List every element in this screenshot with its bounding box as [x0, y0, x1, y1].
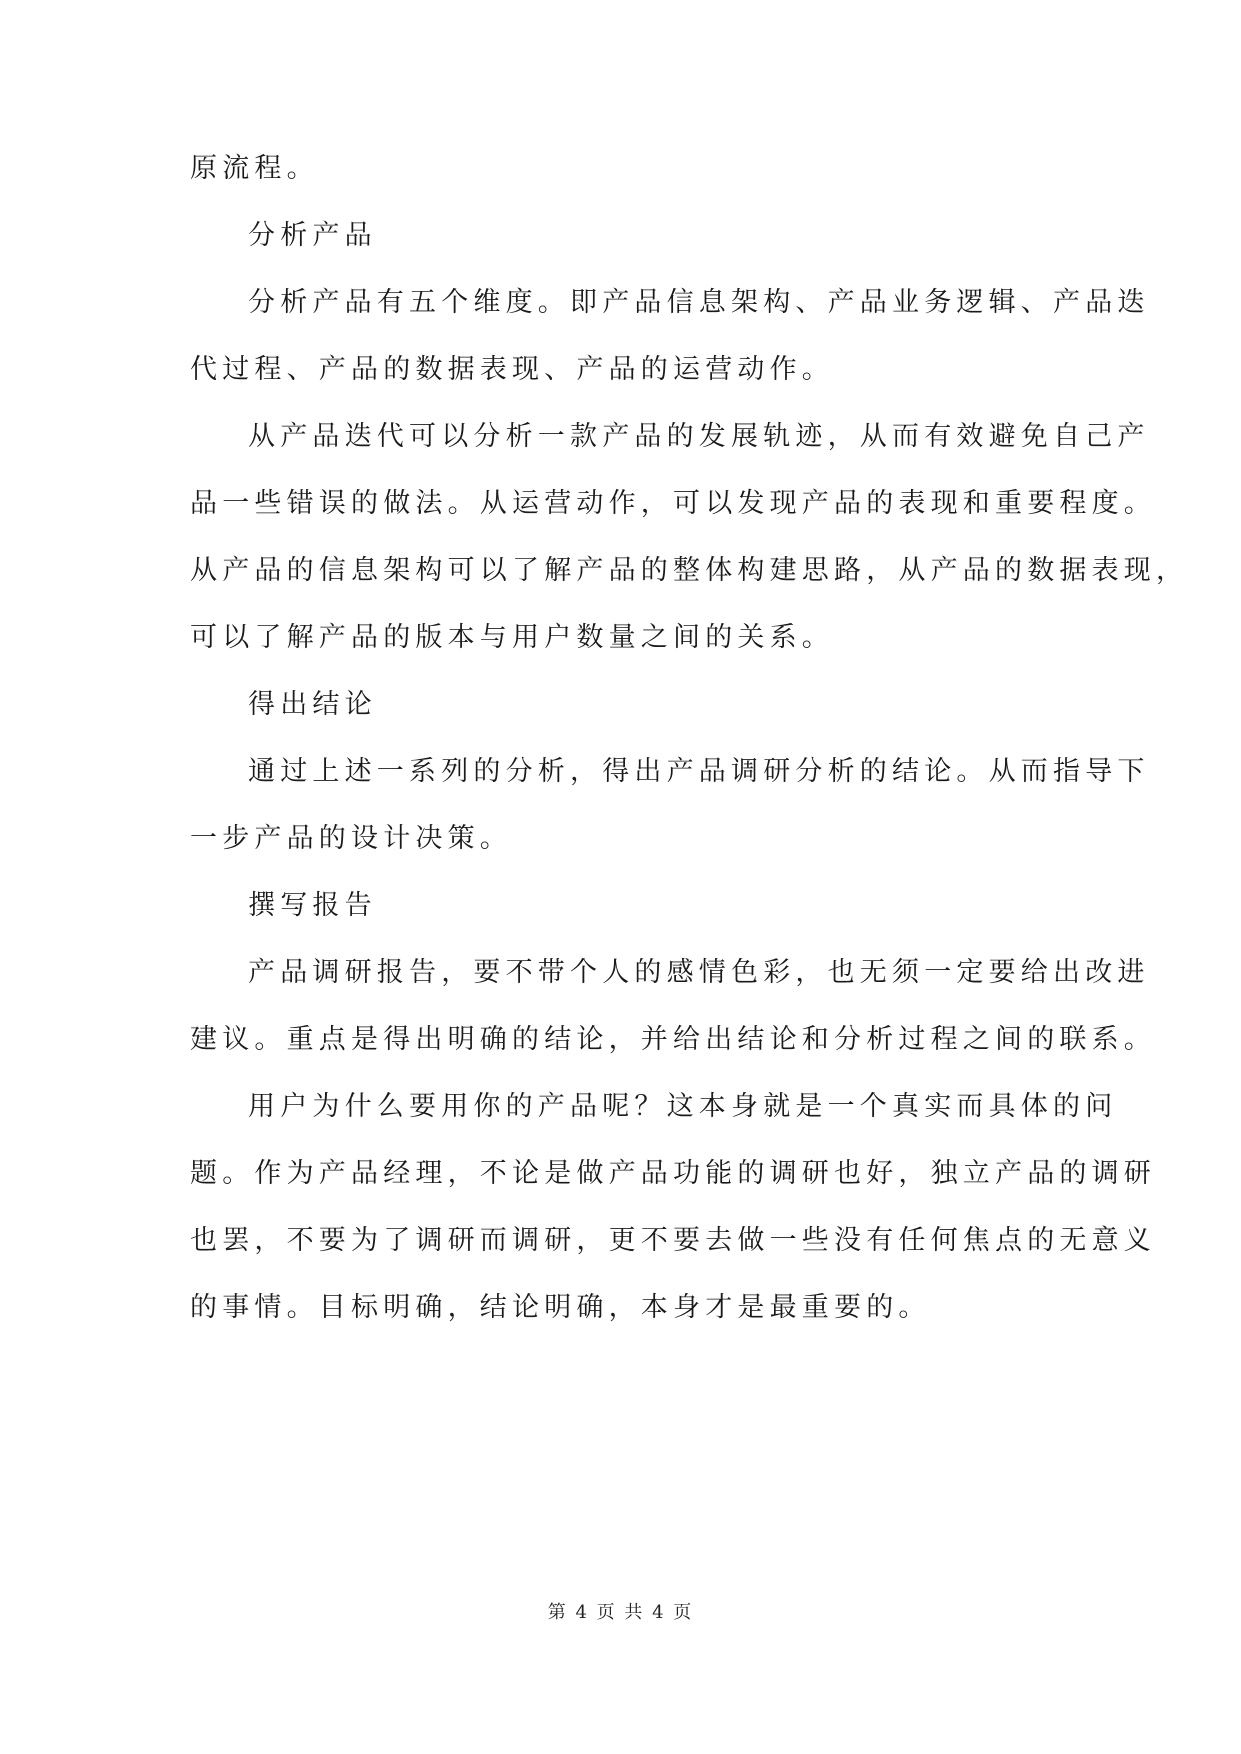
- paragraph-line: 从产品迭代可以分析一款产品的发展轨迹，从而有效避免自己产: [248, 421, 1150, 452]
- paragraph-line: 产品调研报告，要不带个人的感情色彩，也无须一定要给出改进: [248, 957, 1150, 988]
- paragraph-line: 可以了解产品的版本与用户数量之间的关系。: [190, 622, 834, 653]
- paragraph-line: 一步产品的设计决策。: [190, 823, 512, 854]
- paragraph-line: 代过程、产品的数据表现、产品的运营动作。: [190, 354, 834, 385]
- document-body: [190, 152, 1189, 1358]
- paragraph-line: 也罢，不要为了调研而调研，更不要去做一些没有任何焦点的无意义: [190, 1225, 1156, 1256]
- section-heading: 撰写报告: [248, 890, 377, 921]
- paragraph-line: 原流程。: [190, 153, 319, 184]
- paragraph-line: 分析产品有五个维度。即产品信息架构、产品业务逻辑、产品迭: [248, 287, 1150, 318]
- paragraph-line: 从产品的信息架构可以了解产品的整体构建思路，从产品的数据表现，: [190, 555, 1189, 586]
- paragraph-line: 建议。重点是得出明确的结论，并给出结论和分析过程之间的联系。: [190, 1024, 1156, 1055]
- paragraph-line: 用户为什么要用你的产品呢？这本身就是一个真实而具体的问: [248, 1091, 1118, 1122]
- page-footer: 第 4 页 共 4 页: [547, 1602, 694, 1623]
- section-heading: 分析产品: [248, 220, 377, 251]
- paragraph-line: 通过上述一系列的分析，得出产品调研分析的结论。从而指导下: [248, 756, 1150, 787]
- section-heading: 得出结论: [248, 689, 377, 720]
- paragraph-line: 题。作为产品经理，不论是做产品功能的调研也好，独立产品的调研: [190, 1158, 1156, 1189]
- paragraph-line: 的事情。目标明确，结论明确，本身才是最重要的。: [190, 1292, 931, 1323]
- paragraph-line: 品一些错误的做法。从运营动作，可以发现产品的表现和重要程度。: [190, 488, 1156, 519]
